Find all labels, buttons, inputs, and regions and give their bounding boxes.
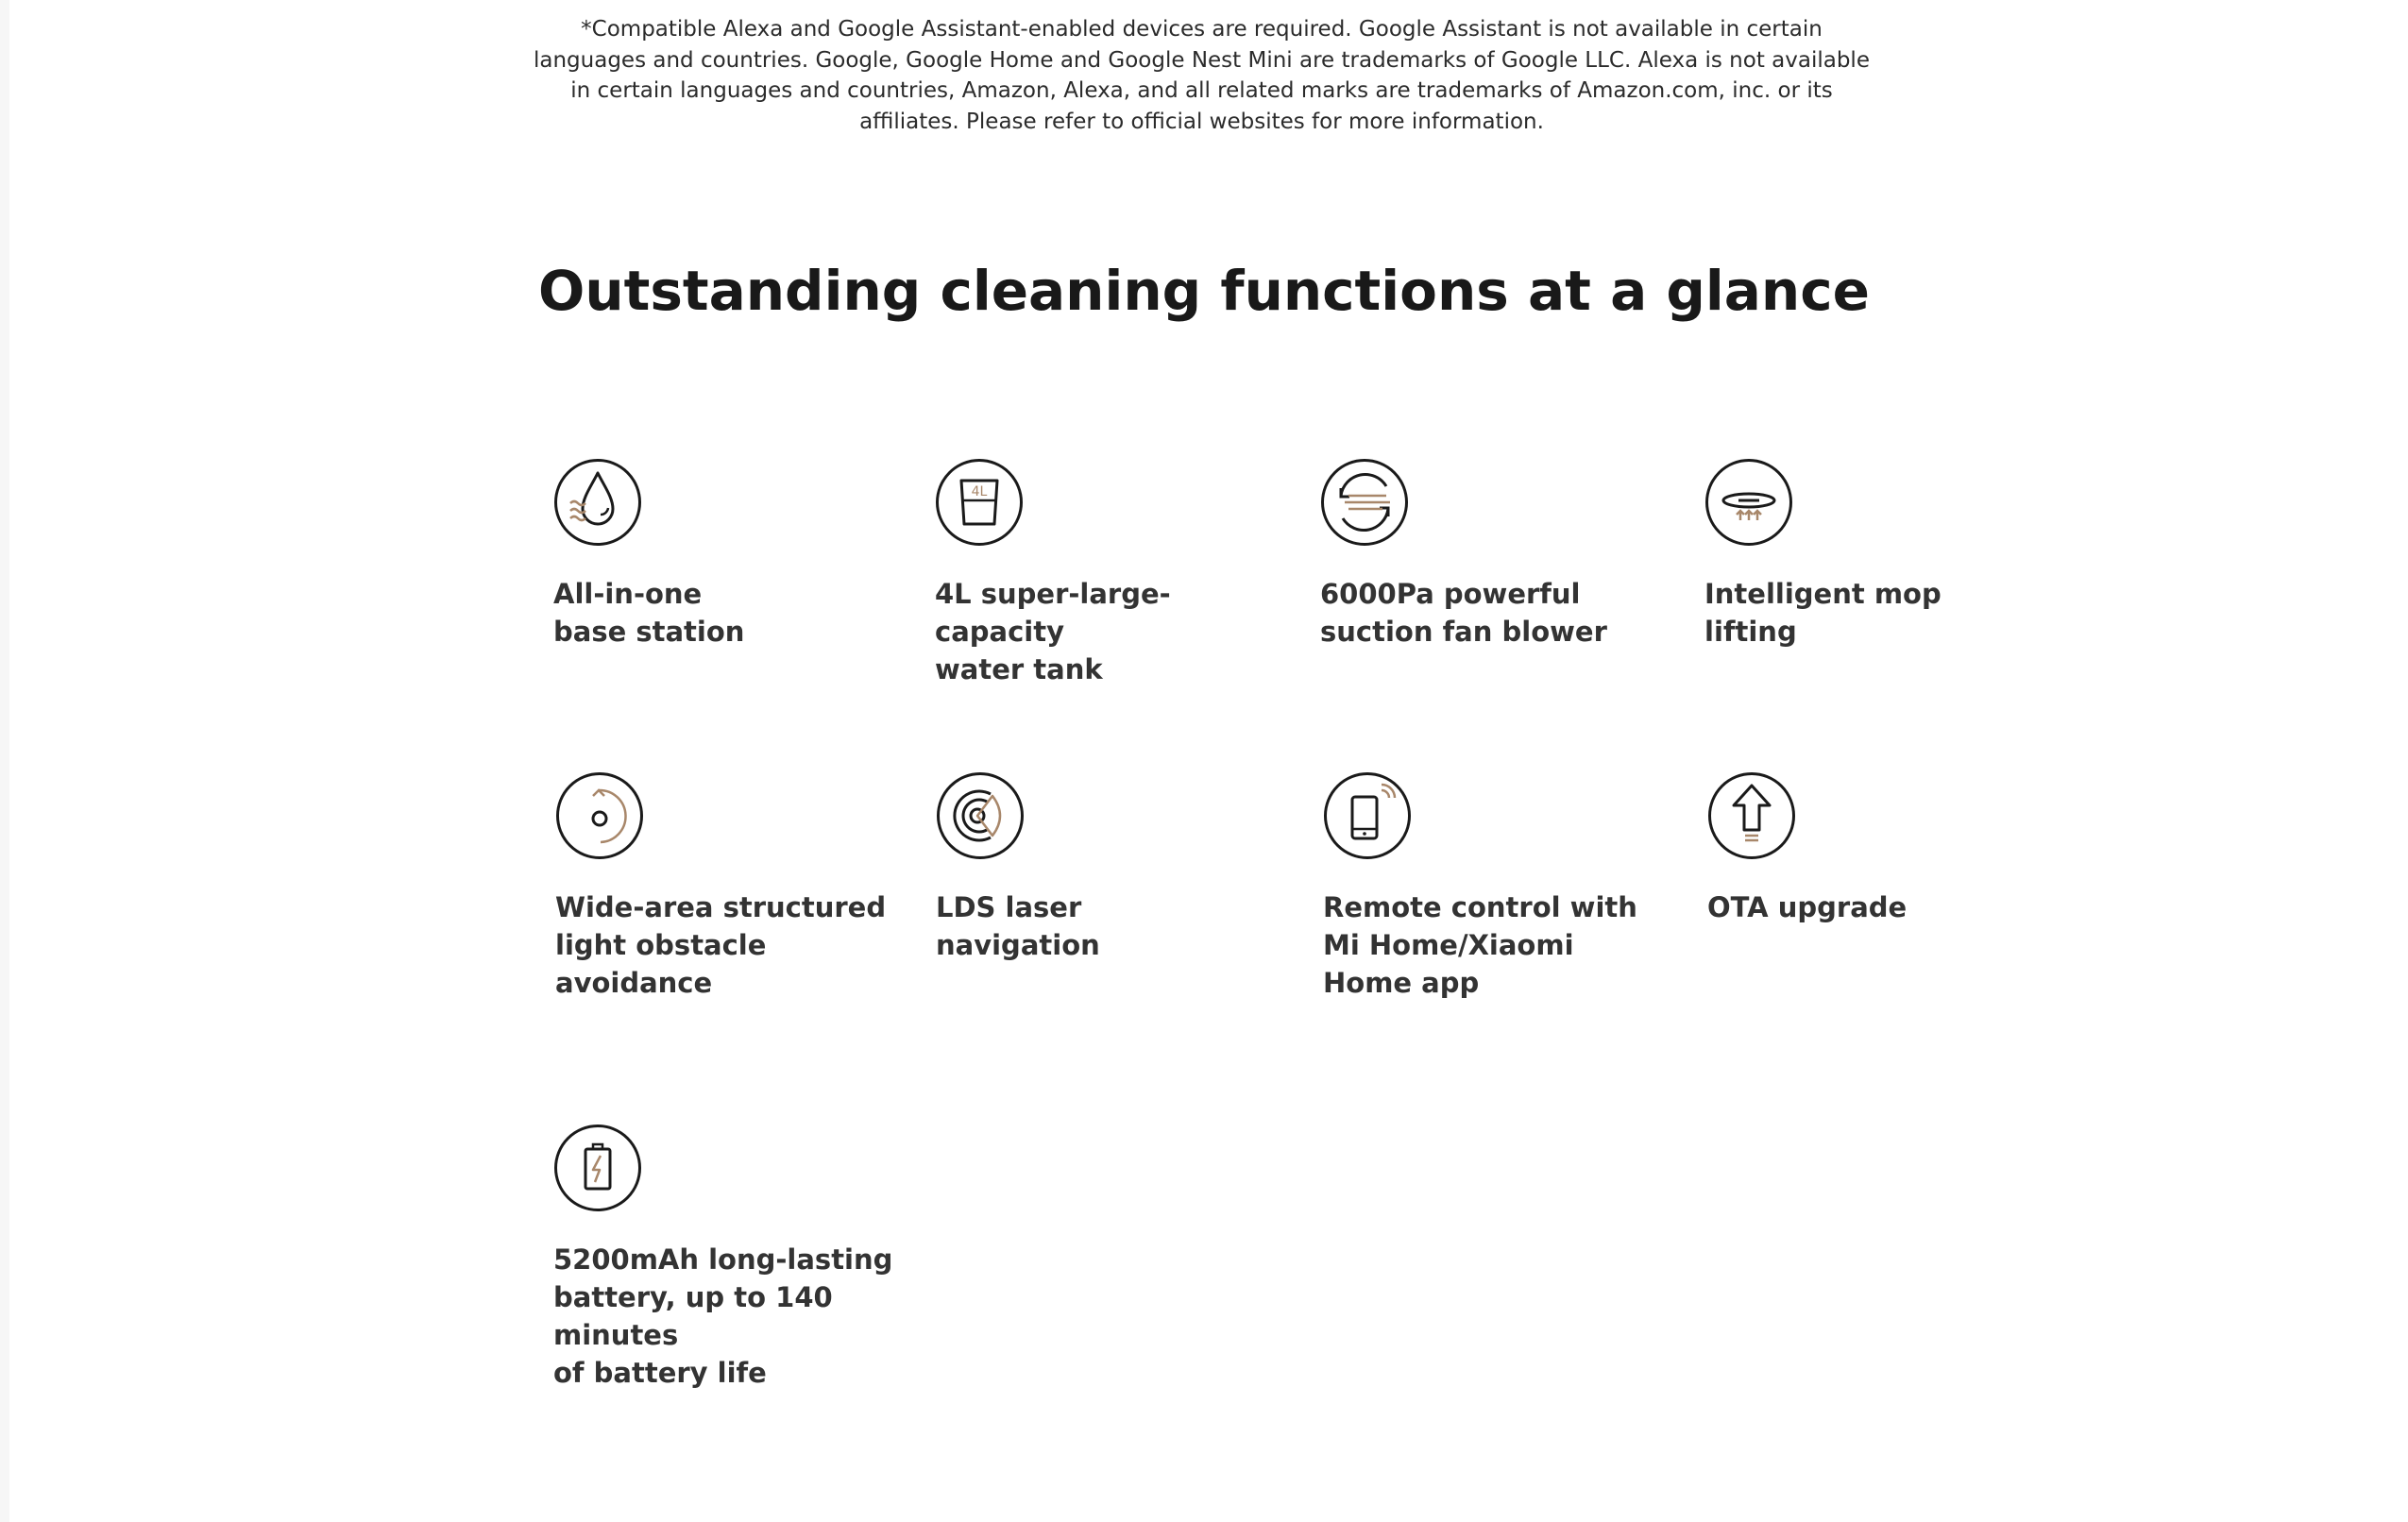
obstacle-avoidance-icon: [555, 771, 644, 860]
feature-label: Remote control with Mi Home/Xiaomi Home app: [1323, 891, 1637, 999]
laser-navigation-icon: [936, 771, 1025, 860]
feature-remote-control: [1323, 771, 1663, 1002]
battery-icon: [553, 1124, 642, 1212]
tank-capacity-text: 4L: [971, 484, 988, 499]
suction-fan-icon: [1320, 458, 1409, 547]
feature-label: Intelligent mop lifting: [1704, 578, 1942, 648]
feature-obstacle-avoidance: [555, 771, 895, 1002]
feature-label: OTA upgrade: [1707, 891, 1908, 923]
feature-mop-lifting: [1704, 458, 2044, 651]
feature-label: All-in-one base station: [553, 578, 745, 648]
water-drop-icon: [553, 458, 642, 547]
feature-label: 4L super-large-capacity water tank: [935, 578, 1171, 685]
feature-base-station: [553, 458, 893, 651]
page-left-edge: [0, 0, 9, 1522]
feature-label: LDS laser navigation: [936, 891, 1100, 961]
mop-lifting-icon: [1704, 458, 1793, 547]
feature-water-tank: [935, 458, 1275, 688]
feature-suction-fan: [1320, 458, 1660, 651]
feature-label: 5200mAh long-lasting battery, up to 140 minutes of battery life: [553, 1243, 893, 1389]
ota-upgrade-icon: [1707, 771, 1796, 860]
feature-label: Wide-area structured light obstacle avoidance: [555, 891, 887, 999]
disclaimer-text: *Compatible Alexa and Google Assistant-enabled devices are required. Google Assistant is not available in certain languages and countries. Google, Google Home and Google Nest Mini are trademarks of Google LLC. Alexa is not available in certain languages and countries, Amazon, Alexa, and all related marks are trademarks of Amazon.com, inc. or its affiliates. Please refer to official websites for more information.: [534, 17, 1870, 134]
feature-label: 6000Pa powerful suction fan blower: [1320, 578, 1607, 648]
feature-laser-navigation: [936, 771, 1276, 964]
water-tank-4l-icon: [935, 458, 1024, 547]
feature-battery: [553, 1124, 893, 1392]
feature-ota-upgrade: [1707, 771, 2047, 926]
section-title: Outstanding cleaning functions at a glance: [538, 259, 1870, 323]
phone-remote-icon: [1323, 771, 1412, 860]
